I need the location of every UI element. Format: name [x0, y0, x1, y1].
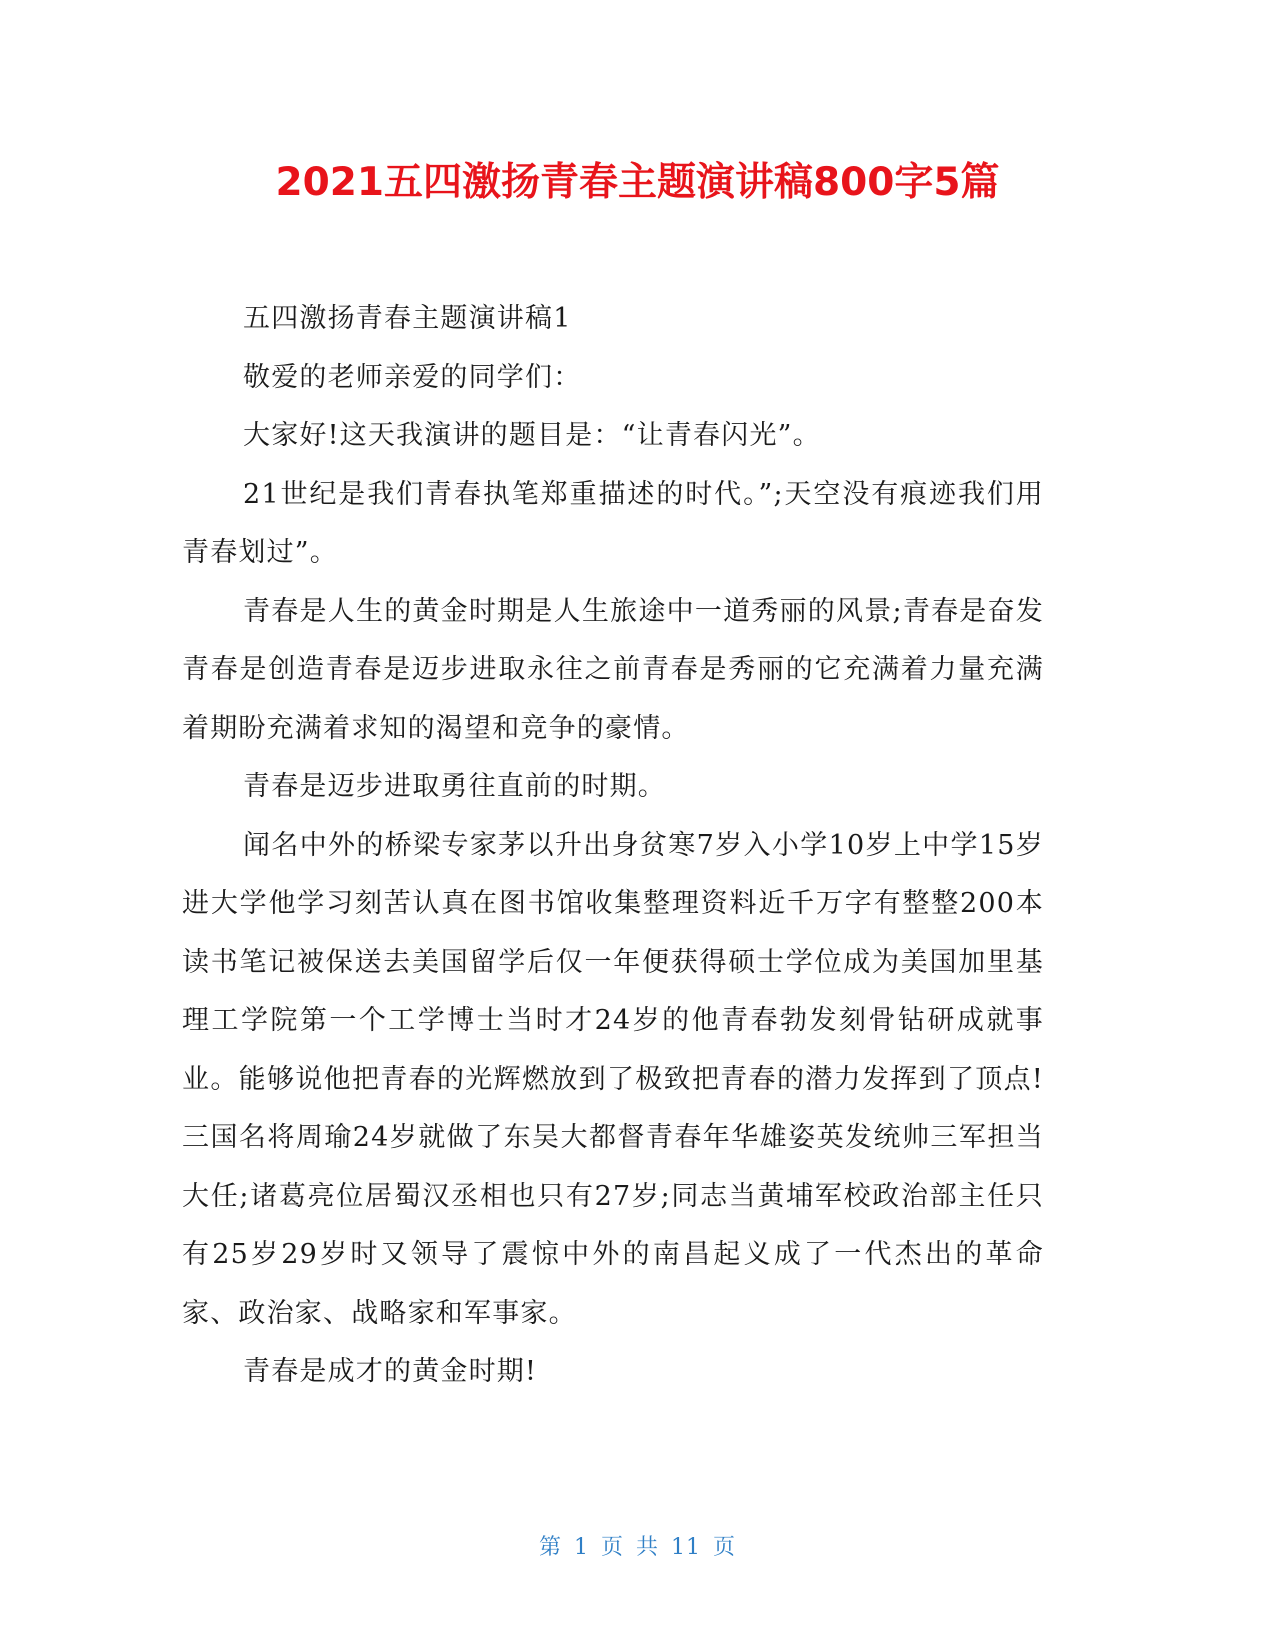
paragraph: 大家好!这天我演讲的题目是：“让青春闪光”。: [243, 420, 821, 451]
paragraph: 21世纪是我们青春执笔郑重描述的时代。”;天空没有痕迹我们用青春划过”。: [182, 478, 1044, 568]
paragraph: 青春是成才的黄金时期!: [243, 1356, 538, 1387]
paragraph-salutation: 敬爱的老师亲爱的同学们：: [243, 361, 582, 393]
footer-current-page: 1: [573, 1535, 589, 1560]
footer-page-word: 页: [600, 1535, 624, 1560]
paragraph: 闻名中外的桥梁专家茅以升出身贫寒7岁入小学10岁上中学15岁进大学他学习刻苦认真在图书馆收集整理资料近千万字有整整200本读书笔记被保送去美国留学后仅一年便获得硕士学位成为美国加里基理工学院第一个工学博士当时才24岁的他青春勃发刻骨钻研成就事业。能够说他把青春的光辉燃放到了极致把青春的潜力发挥到了顶点!三国名将周瑜24岁就做了东吴大都督青春年华雄姿英发统帅三军担当大任;诸葛亮位居蜀汉丞相也只有27岁;同志当黄埔军校政治部主任只有25岁29岁时又领导了震惊中外的南昌起义成了一代杰出的革命家、政治家、战略家和军事家。: [182, 829, 1044, 1329]
document-title: 2021五四激扬青春主题演讲稿800字5篇: [275, 160, 1000, 205]
page-footer: [0, 1533, 1275, 1563]
paragraph: 青春是迈步进取勇往直前的时期。: [243, 771, 666, 802]
footer-prefix: 第: [538, 1535, 562, 1560]
footer-total-word: 共: [636, 1535, 660, 1560]
paragraph: 青春是人生的黄金时期是人生旅途中一道秀丽的风景;青春是奋发青春是创造青春是迈步进取永往之前青春是秀丽的它充满着力量充满着期盼充满着求知的渴望和竞争的豪情。: [182, 595, 1044, 744]
document-body: [182, 290, 1044, 1402]
paragraph-heading: 五四激扬青春主题演讲稿1: [243, 303, 572, 334]
footer-suffix: 页: [713, 1535, 737, 1560]
footer-total-pages: 11: [671, 1535, 702, 1560]
